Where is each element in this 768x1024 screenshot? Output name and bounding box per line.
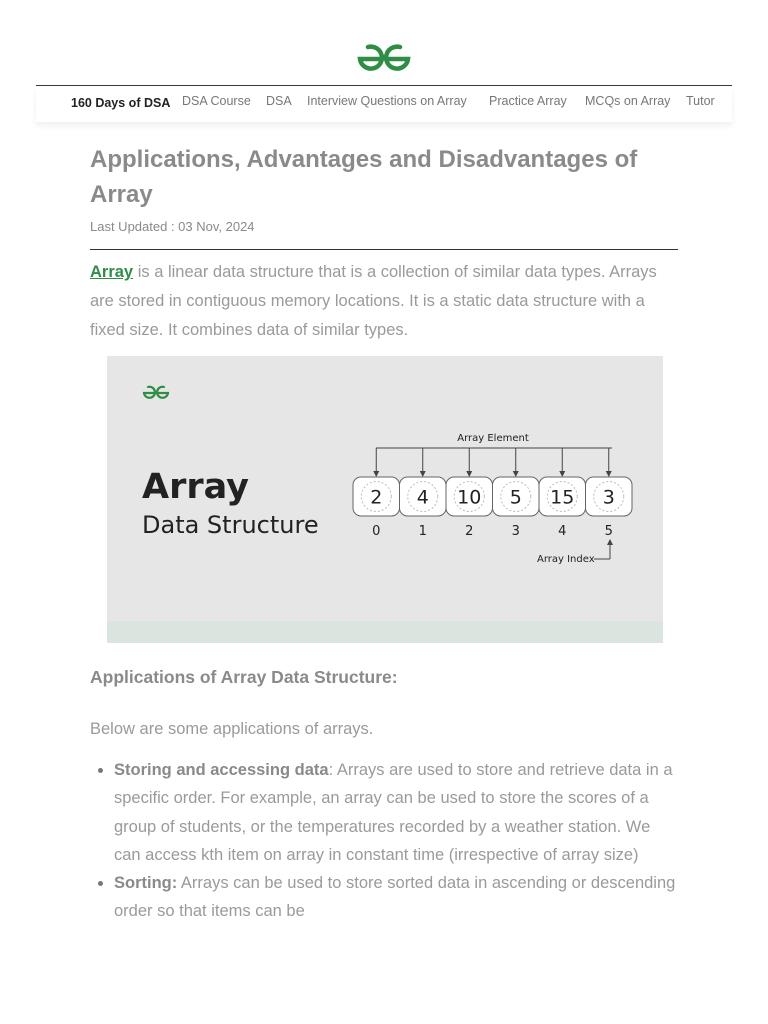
- list-item-text: : Arrays are used to store and retrieve data in a specific order. For example, an array can be used to store the scores of a group of students, or the temperatures recorded by a weather station. We can access kth item on array in constant time (irrespective of array size): [114, 761, 673, 864]
- array-figure: [107, 356, 663, 643]
- array-index-label: Array Index: [537, 554, 595, 565]
- applications-intro: Below are some applications of arrays.: [90, 720, 374, 738]
- array-index: 0: [372, 524, 381, 539]
- nav-item-practice-array[interactable]: Practice Array: [489, 94, 567, 108]
- applications-heading: Applications of Array Data Structure:: [90, 667, 398, 687]
- array-index: 1: [418, 524, 427, 539]
- nav-item-tutorial[interactable]: Tutor: [686, 94, 715, 108]
- nav-item-dsa-course[interactable]: DSA Course: [182, 94, 251, 108]
- array-value: 5: [509, 486, 522, 509]
- array-index: 4: [558, 524, 567, 539]
- array-value: 10: [457, 486, 482, 509]
- list-item-text: Arrays can be used to store sorted data in ascending or descending order so that items can be: [114, 874, 676, 921]
- array-value: 15: [550, 486, 575, 509]
- last-updated: Last Updated : 03 Nov, 2024: [90, 219, 255, 234]
- list-item-term: Sorting:: [114, 874, 178, 893]
- array-index: 3: [511, 524, 520, 539]
- intro-text: is a linear data structure that is a collection of similar data types. Arrays are stored in contiguous memory locations. It is a static data structure with a fixed size. It combines data of similar types.: [90, 263, 657, 339]
- array-value: 4: [416, 486, 429, 509]
- array-index: 5: [604, 524, 613, 539]
- array-value: 2: [370, 486, 383, 509]
- list-item-term: Storing and accessing data: [114, 761, 329, 779]
- nav-item-160-days[interactable]: 160 Days of DSA: [71, 96, 171, 110]
- pointer-arrow: [373, 471, 379, 477]
- nav-item-mcqs[interactable]: MCQs on Array: [585, 94, 671, 108]
- list-item: [90, 869, 680, 926]
- figure-gfg-logo-icon: [144, 387, 168, 398]
- figure-subheading: Data Structure: [142, 511, 319, 539]
- top-nav: [36, 86, 732, 122]
- nav-item-interview-questions[interactable]: Interview Questions on Array: [307, 94, 467, 108]
- array-link[interactable]: Array: [90, 263, 134, 281]
- figure-heading: Array: [142, 467, 249, 507]
- figure-footer-strip: [107, 621, 663, 643]
- pointer-arrow: [420, 471, 426, 477]
- array-cells: [353, 448, 632, 539]
- pointer-arrow: [466, 471, 472, 477]
- gfg-logo-icon: [355, 42, 413, 76]
- page-title: Applications, Advantages and Disadvantages of Array: [90, 146, 638, 208]
- pointer-arrow: [606, 471, 612, 477]
- intro-paragraph: [90, 258, 680, 345]
- array-index: 2: [465, 524, 474, 539]
- title-divider: [90, 249, 678, 250]
- list-item: [90, 756, 680, 869]
- array-value: 3: [602, 486, 615, 509]
- array-diagram: [107, 356, 663, 621]
- applications-list: [90, 756, 680, 926]
- site-logo[interactable]: [0, 42, 768, 78]
- nav-item-dsa[interactable]: DSA: [266, 94, 292, 108]
- pointer-arrow: [559, 471, 565, 477]
- pointer-arrow: [513, 471, 519, 477]
- array-element-label: Array Element: [457, 433, 529, 444]
